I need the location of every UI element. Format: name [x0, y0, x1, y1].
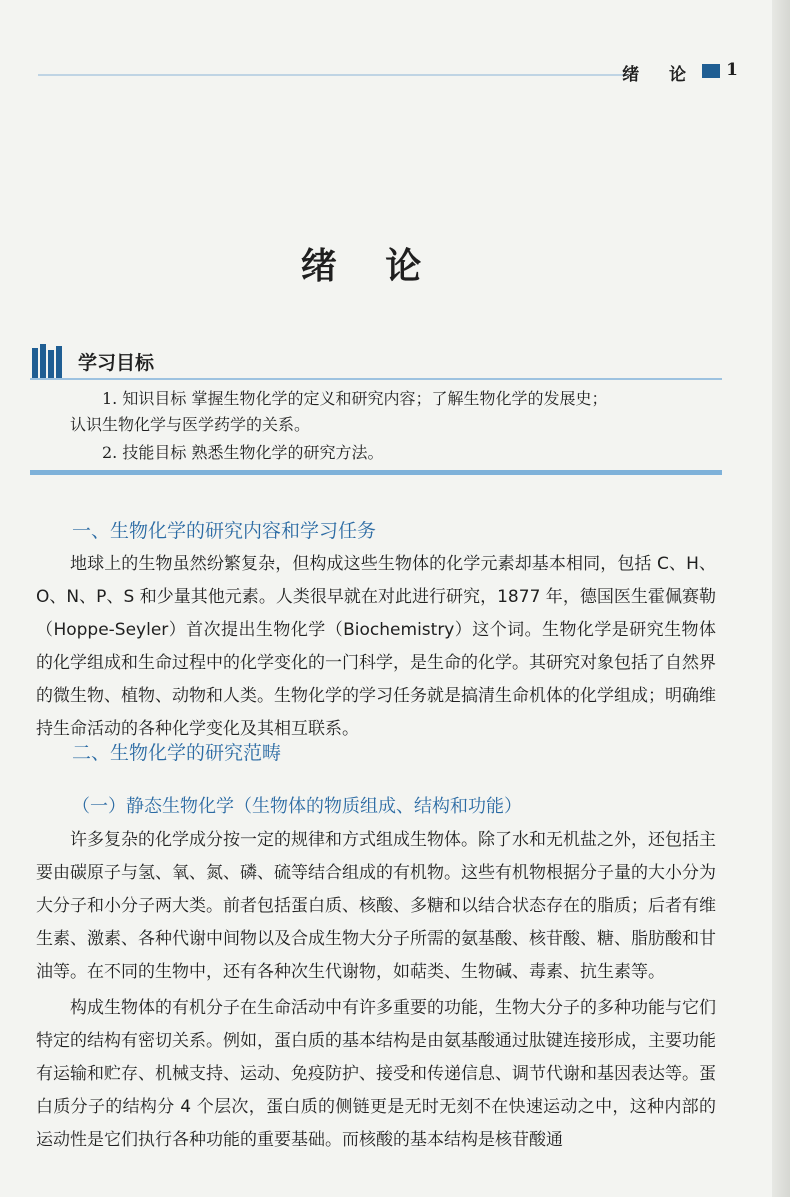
header-marker	[702, 64, 720, 78]
section2-paragraph-1: 许多复杂的化学成分按一定的规律和方式组成生物体。除了水和无机盐之外，还包括主要由碳原子与氢、氧、氮、磷、硫等结合组成的有机物。这些有机物根据分子量的大小分为大分子和小分子两大类。前者包括蛋白质、核酸、多糖和以结合状态存在的脂质；后者有维生素、激素、各种代谢中间物以及合成生物大分子所需的氨基酸、核苷酸、糖、脂肪酸和甘油等。在不同的生物中，还有各种次生代谢物，如萜类、生物碱、毒素、抗生素等。	[36, 830, 716, 982]
books-icon	[32, 344, 68, 378]
section1-paragraph: 地球上的生物虽然纷繁复杂，但构成这些生物体的化学元素却基本相同，包括 C、H、O、N、P、S 和少量其他元素。人类很早就在对此进行研究，1877 年，德国医生霍佩赛勒（Hoppe-Seyler）首次提出生物化学（Biochemistry）这个词。生物化学是研究生物体的化学组成和生命过程中的化学变化的一门科学，是生命的化学。其研究对象包括了自然界的微生物、植物、动物和人类。生物化学的学习任务就是搞清生命机体的化学组成；明确维持生命活动的各种化学变化及其相互联系。	[36, 554, 716, 739]
learning-objectives-box	[30, 340, 722, 476]
subsection-heading-1: （一）静态生物化学（生物体的物质组成、结构和功能）	[72, 796, 522, 817]
section2-paragraph-2: 构成生物体的有机分子在生命活动中有许多重要的功能，生物大分子的多种功能与它们特定的结构有密切关系。例如，蛋白质的基本结构是由氨基酸通过肽键连接形成，主要功能有运输和贮存、机械支持、运动、免疫防护、接受和传递信息、调节代谢和基因表达等。蛋白质分子的结构分 4 个层次，蛋白质的侧链更是无时无刻不在快速运动之中，这种内部的运动性是它们执行各种功能的重要基础。而核酸的基本结构是核苷酸通	[36, 998, 716, 1150]
section-heading-1: 一、生物化学的研究内容和学习任务	[72, 520, 377, 542]
objective-item-1: 1. 知识目标 掌握生物化学的定义和研究内容；了解生物化学的发展史；	[102, 389, 608, 408]
objectives-rule	[30, 378, 722, 380]
page-number: 1	[726, 60, 738, 80]
objectives-bottom-rule	[30, 470, 722, 475]
section-heading-2: 二、生物化学的研究范畴	[72, 742, 282, 764]
header-rule	[38, 74, 628, 76]
running-head-title: 绪 论	[622, 65, 698, 85]
objective-item-2: 2. 技能目标 熟悉生物化学的研究方法。	[102, 443, 384, 462]
objective-item-1-cont: 认识生物化学与医学药学的关系。	[70, 415, 311, 434]
page-edge	[772, 0, 790, 1197]
objectives-header	[30, 340, 722, 382]
objectives-label: 学习目标	[78, 352, 155, 374]
running-head	[38, 60, 738, 86]
chapter-title: 绪 论	[300, 246, 440, 287]
